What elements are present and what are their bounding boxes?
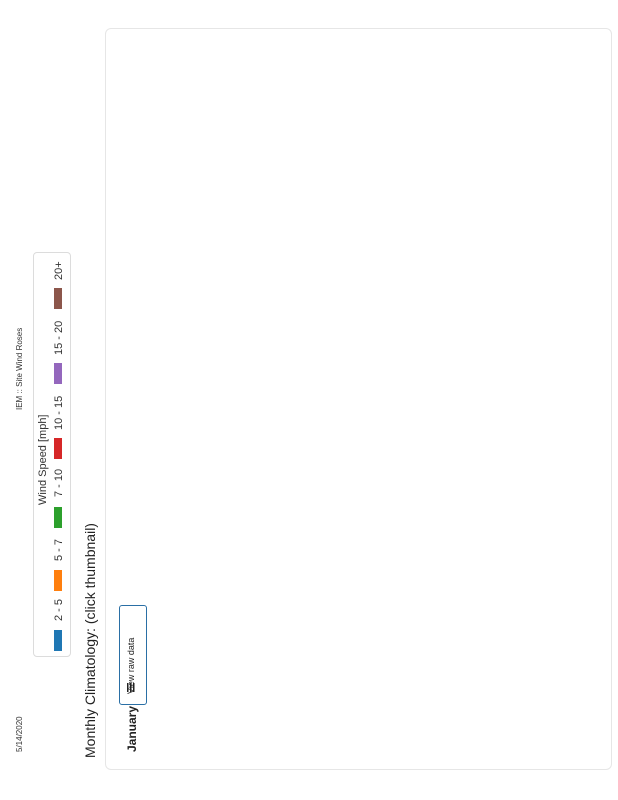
legend-swatch <box>54 288 62 309</box>
legend-title: Wind Speed [mph] <box>37 414 49 505</box>
legend-label: 2 - 5 <box>53 598 65 621</box>
legend-swatch <box>54 570 62 591</box>
legend-label: 20+ <box>53 261 65 280</box>
legend-swatch <box>54 630 62 651</box>
content-card <box>105 28 612 770</box>
legend-label: 7 - 10 <box>53 468 65 497</box>
legend-swatch <box>54 363 62 384</box>
month-label: January <box>125 705 139 752</box>
print-page-title: IEM :: Site Wind Roses <box>15 327 24 410</box>
monthly-climatology-heading: Monthly Climatology: (click thumbnail) <box>82 523 98 758</box>
print-date: 5/14/2020 <box>15 716 24 752</box>
view-raw-data-label: View raw data <box>126 637 136 694</box>
legend-swatch <box>54 507 62 528</box>
legend-swatch <box>54 438 62 459</box>
legend-label: 15 - 20 <box>53 320 65 355</box>
legend-label: 10 - 15 <box>53 395 65 430</box>
legend-label: 5 - 7 <box>53 538 65 561</box>
